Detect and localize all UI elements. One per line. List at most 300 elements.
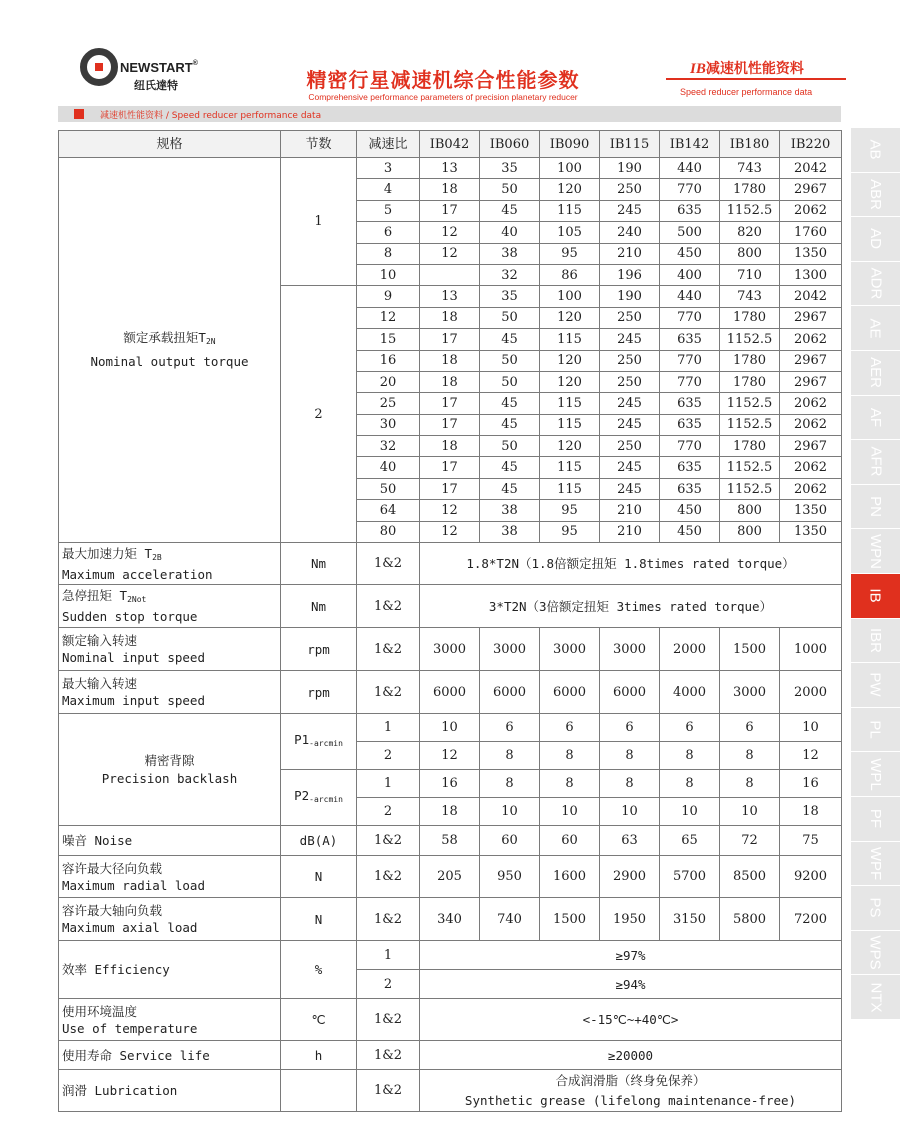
temperature-label: 使用环境温度 Use of temperature (59, 999, 281, 1041)
value-cell: 2062 (780, 393, 842, 414)
value-cell: 4000 (660, 671, 720, 714)
value-cell: 115 (540, 457, 600, 478)
value-cell: 120 (540, 436, 600, 457)
value-cell: 45 (480, 200, 540, 221)
value-cell: 340 (420, 898, 480, 941)
value-cell: 3000 (480, 628, 540, 671)
value-cell: 250 (600, 436, 660, 457)
value-cell: 6 (660, 714, 720, 742)
unit-cell: N (281, 898, 357, 941)
value-cell: 63 (600, 826, 660, 856)
value-cell: 18 (420, 798, 480, 826)
spec-table (58, 130, 842, 1112)
value-cell: 450 (660, 500, 720, 521)
value-cell: 12 (420, 742, 480, 770)
value-cell: 1780 (720, 307, 780, 328)
ratio-cell: 1&2 (357, 999, 420, 1041)
value-cell: 18 (420, 350, 480, 371)
value-cell: 635 (660, 478, 720, 499)
max-speed-label: 最大输入转速 Maximum input speed (59, 671, 281, 714)
value-cell: 45 (480, 478, 540, 499)
value-cell: 1152.5 (720, 200, 780, 221)
table-row (59, 898, 842, 941)
value-cell: 743 (720, 286, 780, 307)
logo-brand-text: NEWSTART® (120, 60, 198, 75)
backlash-label: 精密背隙 Precision backlash (59, 714, 281, 826)
side-tab-label: AD (867, 228, 884, 250)
ratio-cell: 1&2 (357, 1070, 420, 1112)
value-cell: 210 (600, 243, 660, 264)
table-row (59, 158, 842, 179)
value-cell: 1152.5 (720, 414, 780, 435)
value-cell: 2062 (780, 329, 842, 350)
table-row (59, 628, 842, 671)
value-cell: 3000 (420, 628, 480, 671)
value-cell: 2042 (780, 286, 842, 307)
section-tag-label: IB减速机性能资料 (690, 61, 804, 77)
value-cell: 6 (480, 714, 540, 742)
value-cell: 115 (540, 329, 600, 350)
value-cell: 75 (780, 826, 842, 856)
side-tab-afr[interactable] (851, 440, 900, 485)
ratio-cell: 5 (357, 200, 420, 221)
value-cell: 120 (540, 371, 600, 392)
value-cell: 50 (480, 436, 540, 457)
ratio-cell: 3 (357, 158, 420, 179)
value-cell: 2042 (780, 158, 842, 179)
section-tag (666, 56, 846, 80)
value-cell: 210 (600, 521, 660, 542)
table-row (59, 1041, 842, 1070)
ratio-cell: 80 (357, 521, 420, 542)
value-cell: 6000 (540, 671, 600, 714)
stage-cell: 2 (357, 970, 420, 999)
side-tab-wps[interactable] (851, 931, 900, 976)
value-cell: 16 (420, 770, 480, 798)
value-cell: 120 (540, 307, 600, 328)
stage-cell: 1 (357, 714, 420, 742)
value-cell: 1500 (720, 628, 780, 671)
value-cell: 12 (420, 500, 480, 521)
value-cell: 6000 (600, 671, 660, 714)
value-cell: 245 (600, 478, 660, 499)
header-cell: 减速比 (357, 131, 420, 158)
noise-label: 噪音 Noise (59, 826, 281, 856)
nominal-speed-label: 额定输入转速 Nominal input speed (59, 628, 281, 671)
spec-rows (59, 543, 842, 1112)
life-value: ≥20000 (420, 1041, 842, 1070)
stage-cell: 2 (357, 742, 420, 770)
side-tabs (851, 128, 900, 1020)
value-cell: 115 (540, 414, 600, 435)
value-cell: 18 (420, 307, 480, 328)
value-cell: 1300 (780, 264, 842, 285)
table-row (59, 826, 842, 856)
value-cell: 12 (420, 243, 480, 264)
side-tab-label: WPS (866, 935, 884, 970)
table-row (59, 941, 842, 970)
value-cell: 5800 (720, 898, 780, 941)
value-cell: 1152.5 (720, 393, 780, 414)
side-tab-aer[interactable] (851, 351, 900, 396)
stage-cell: 2 (357, 798, 420, 826)
value-cell: 8 (540, 742, 600, 770)
value-cell: 8500 (720, 856, 780, 898)
header-cell: 规格 (59, 131, 281, 158)
value-cell: 8 (720, 742, 780, 770)
table-row (59, 999, 842, 1041)
unit-cell: Nm (281, 543, 357, 585)
side-tab-wpn[interactable] (851, 529, 900, 574)
ratio-cell: 64 (357, 500, 420, 521)
value-cell: 740 (480, 898, 540, 941)
value-cell (420, 264, 480, 285)
header-cell: IB220 (780, 131, 842, 158)
side-tab-label: AE (866, 318, 884, 339)
lubrication-label: 润滑 Lubrication (59, 1070, 281, 1112)
value-cell: 450 (660, 243, 720, 264)
value-cell: 10 (600, 798, 660, 826)
value-cell: 100 (540, 158, 600, 179)
table-row (59, 856, 842, 898)
page-subtitle: Comprehensive performance parameters of precision planetary reducer (308, 92, 578, 102)
value-cell: 10 (780, 714, 842, 742)
side-tab-label: ABR (867, 178, 884, 210)
stage-cell: 2 (281, 286, 357, 543)
header-cell: IB180 (720, 131, 780, 158)
side-tab-label: NTX (867, 982, 884, 1013)
value-cell: 2062 (780, 478, 842, 499)
ratio-cell: 30 (357, 414, 420, 435)
value-cell: 743 (720, 158, 780, 179)
value-cell: 635 (660, 393, 720, 414)
header-cell: 节数 (281, 131, 357, 158)
value-cell: 5700 (660, 856, 720, 898)
value-cell: 2967 (780, 371, 842, 392)
side-tab-af[interactable] (851, 396, 900, 441)
side-tab-ad[interactable] (851, 217, 900, 262)
value-cell: 1000 (780, 628, 842, 671)
ratio-cell: 1&2 (357, 671, 420, 714)
value-cell: 95 (540, 500, 600, 521)
value-cell: 45 (480, 393, 540, 414)
band-text: 减速机性能资料 / Speed reducer performance data (100, 111, 322, 121)
side-tab-ab[interactable] (851, 128, 900, 173)
header-cell: IB060 (480, 131, 540, 158)
value-cell: 50 (480, 371, 540, 392)
side-tab-label: PW (866, 672, 884, 698)
value-cell: 2967 (780, 307, 842, 328)
table-row (59, 714, 842, 742)
table-row (59, 543, 842, 585)
unit-cell: % (281, 941, 357, 999)
value-cell: 2967 (780, 179, 842, 200)
value-cell: 770 (660, 371, 720, 392)
ratio-cell: 50 (357, 478, 420, 499)
value-cell: 950 (480, 856, 540, 898)
value-cell: 32 (480, 264, 540, 285)
max-accel-value: 1.8*T2N（1.8倍额定扭矩 1.8times rated torque） (420, 543, 842, 585)
value-cell: 13 (420, 158, 480, 179)
efficiency-label: 效率 Efficiency (59, 941, 281, 999)
value-cell: 17 (420, 200, 480, 221)
value-cell: 250 (600, 371, 660, 392)
ratio-cell: 12 (357, 307, 420, 328)
side-tab-pl[interactable] (851, 708, 900, 753)
value-cell: 18 (420, 436, 480, 457)
value-cell: 6 (720, 714, 780, 742)
value-cell: 250 (600, 179, 660, 200)
side-tab-label: AFR (867, 446, 884, 477)
ratio-cell: 32 (357, 436, 420, 457)
value-cell: 2967 (780, 436, 842, 457)
side-tab-ib[interactable] (851, 574, 900, 619)
unit-cell: ℃ (281, 999, 357, 1041)
value-cell: 10 (480, 798, 540, 826)
value-cell: 8 (540, 770, 600, 798)
ratio-cell: 20 (357, 371, 420, 392)
value-cell: 38 (480, 243, 540, 264)
value-cell: 40 (480, 222, 540, 243)
value-cell: 196 (600, 264, 660, 285)
radial-load-label: 容许最大径向负载 Maximum radial load (59, 856, 281, 898)
value-cell: 17 (420, 478, 480, 499)
value-cell: 2000 (780, 671, 842, 714)
table-row (59, 585, 842, 628)
value-cell: 440 (660, 286, 720, 307)
side-tab-ibr[interactable] (851, 619, 900, 664)
value-cell: 1350 (780, 521, 842, 542)
value-cell: 1760 (780, 222, 842, 243)
value-cell: 10 (540, 798, 600, 826)
value-cell: 2000 (660, 628, 720, 671)
value-cell: 9200 (780, 856, 842, 898)
unit-cell (281, 1070, 357, 1112)
value-cell: 17 (420, 329, 480, 350)
side-tab-label: WPF (866, 846, 884, 880)
value-cell: 12 (780, 742, 842, 770)
value-cell: 58 (420, 826, 480, 856)
value-cell: 16 (780, 770, 842, 798)
value-cell: 8 (660, 742, 720, 770)
value-cell: 17 (420, 393, 480, 414)
side-tab-ntx[interactable] (851, 975, 900, 1020)
value-cell: 12 (420, 521, 480, 542)
value-cell: 245 (600, 329, 660, 350)
value-cell: 10 (420, 714, 480, 742)
value-cell: 86 (540, 264, 600, 285)
value-cell: 10 (720, 798, 780, 826)
value-cell: 820 (720, 222, 780, 243)
value-cell: 95 (540, 521, 600, 542)
value-cell: 2062 (780, 414, 842, 435)
side-tab-adr[interactable] (851, 262, 900, 307)
value-cell: 635 (660, 329, 720, 350)
value-cell: 115 (540, 478, 600, 499)
ratio-cell: 16 (357, 350, 420, 371)
side-tab-wpf[interactable] (851, 842, 900, 887)
side-tab-label: AB (866, 139, 884, 160)
side-tab-pf[interactable] (851, 797, 900, 842)
value-cell: 120 (540, 350, 600, 371)
value-cell: 770 (660, 436, 720, 457)
value-cell: 800 (720, 500, 780, 521)
value-cell: 1780 (720, 179, 780, 200)
table-row (59, 671, 842, 714)
side-tab-label: WPN (867, 533, 884, 569)
value-cell: 245 (600, 393, 660, 414)
temperature-value: <-15℃~+40℃> (420, 999, 842, 1041)
value-cell: 6000 (480, 671, 540, 714)
side-tab-label: IBR (866, 627, 884, 653)
value-cell: 45 (480, 414, 540, 435)
logo-cn-text: 纽氏達特 (134, 79, 178, 92)
value-cell: 500 (660, 222, 720, 243)
value-cell: 3000 (720, 671, 780, 714)
value-cell: 710 (720, 264, 780, 285)
side-tab-pw[interactable] (851, 663, 900, 708)
value-cell: 18 (420, 371, 480, 392)
value-cell: 250 (600, 350, 660, 371)
ratio-cell: 15 (357, 329, 420, 350)
value-cell: 635 (660, 200, 720, 221)
side-tab-label: ADR (866, 267, 884, 300)
value-cell: 6 (540, 714, 600, 742)
value-cell: 190 (600, 286, 660, 307)
value-cell: 1152.5 (720, 478, 780, 499)
value-cell: 6 (600, 714, 660, 742)
value-cell: 800 (720, 521, 780, 542)
value-cell: 17 (420, 414, 480, 435)
value-cell: 440 (660, 158, 720, 179)
value-cell: 8 (660, 770, 720, 798)
ratio-cell: 1&2 (357, 856, 420, 898)
life-label: 使用寿命 Service life (59, 1041, 281, 1070)
side-tab-pn[interactable] (851, 485, 900, 530)
side-tab-ae[interactable] (851, 306, 900, 351)
stage-cell: 1 (357, 941, 420, 970)
table-row (59, 1070, 842, 1112)
value-cell: 400 (660, 264, 720, 285)
value-cell: 18 (780, 798, 842, 826)
side-tab-wpl[interactable] (851, 752, 900, 797)
value-cell: 1350 (780, 500, 842, 521)
side-tab-abr[interactable] (851, 173, 900, 218)
ratio-cell: 1&2 (357, 826, 420, 856)
stage-cell: 1 (281, 158, 357, 286)
value-cell: 35 (480, 158, 540, 179)
value-cell: 210 (600, 500, 660, 521)
side-tab-label: AF (866, 407, 884, 427)
value-cell: 205 (420, 856, 480, 898)
value-cell: 1600 (540, 856, 600, 898)
value-cell: 45 (480, 329, 540, 350)
value-cell: 635 (660, 457, 720, 478)
value-cell: 50 (480, 307, 540, 328)
value-cell: 2900 (600, 856, 660, 898)
ratio-cell: 6 (357, 222, 420, 243)
value-cell: 38 (480, 521, 540, 542)
header-cell: IB042 (420, 131, 480, 158)
value-cell: 8 (600, 742, 660, 770)
unit-cell: Nm (281, 585, 357, 628)
value-cell: 100 (540, 286, 600, 307)
value-cell: 1500 (540, 898, 600, 941)
value-cell: 2062 (780, 200, 842, 221)
value-cell: 50 (480, 179, 540, 200)
value-cell: 1780 (720, 350, 780, 371)
header-cell: IB090 (540, 131, 600, 158)
value-cell: 72 (720, 826, 780, 856)
value-cell: 2967 (780, 350, 842, 371)
ratio-cell: 10 (357, 264, 420, 285)
value-cell: 8 (600, 770, 660, 798)
logo-mark-icon (80, 48, 118, 86)
band-square-icon (74, 109, 84, 119)
side-tab-label: PL (866, 720, 884, 739)
value-cell: 6000 (420, 671, 480, 714)
value-cell: 60 (480, 826, 540, 856)
efficiency-value-2: ≥94% (420, 970, 842, 999)
ratio-cell: 1&2 (357, 585, 420, 628)
side-tab-label: PN (867, 496, 884, 517)
axial-load-label: 容许最大轴向负载 Maximum axial load (59, 898, 281, 941)
value-cell: 50 (480, 350, 540, 371)
side-tab-label: IB (867, 588, 884, 603)
ratio-cell: 1&2 (357, 1041, 420, 1070)
backlash-p1-label: $P1_{-arcmin}$ (281, 714, 357, 770)
ratio-cell: 25 (357, 393, 420, 414)
side-tab-label: PS (866, 897, 884, 918)
value-cell: 18 (420, 179, 480, 200)
side-tab-label: WPL (866, 757, 884, 791)
header-cell: IB115 (600, 131, 660, 158)
value-cell: 115 (540, 393, 600, 414)
header-cell: IB142 (660, 131, 720, 158)
ratio-cell: 9 (357, 286, 420, 307)
value-cell: 3150 (660, 898, 720, 941)
value-cell: 95 (540, 243, 600, 264)
value-cell: 770 (660, 307, 720, 328)
value-cell: 245 (600, 200, 660, 221)
value-cell: 1780 (720, 436, 780, 457)
value-cell: 65 (660, 826, 720, 856)
stage-cell: 1 (357, 770, 420, 798)
brand-logo (76, 44, 198, 94)
unit-cell: dB(A) (281, 826, 357, 856)
value-cell: 2062 (780, 457, 842, 478)
value-cell: 35 (480, 286, 540, 307)
value-cell: 1152.5 (720, 457, 780, 478)
ratio-cell: 1&2 (357, 898, 420, 941)
torque-rows (59, 158, 842, 543)
side-tab-ps[interactable] (851, 886, 900, 931)
value-cell: 8 (480, 770, 540, 798)
backlash-p2-label: $P2_{-arcmin}$ (281, 770, 357, 826)
value-cell: 245 (600, 457, 660, 478)
max-accel-label: 最大加速力矩 $T_{2B}$ Maximum acceleration (59, 543, 281, 585)
value-cell: 1152.5 (720, 329, 780, 350)
value-cell: 190 (600, 158, 660, 179)
unit-cell: rpm (281, 671, 357, 714)
ratio-cell: 1&2 (357, 543, 420, 585)
side-tab-label: PF (866, 809, 884, 829)
section-tag-en: Speed reducer performance data (680, 87, 813, 97)
value-cell: 105 (540, 222, 600, 243)
value-cell: 3000 (540, 628, 600, 671)
value-cell: 770 (660, 179, 720, 200)
lubrication-value: 合成润滑脂（终身免保养） Synthetic grease (lifelong maintenance-free) (420, 1070, 842, 1112)
